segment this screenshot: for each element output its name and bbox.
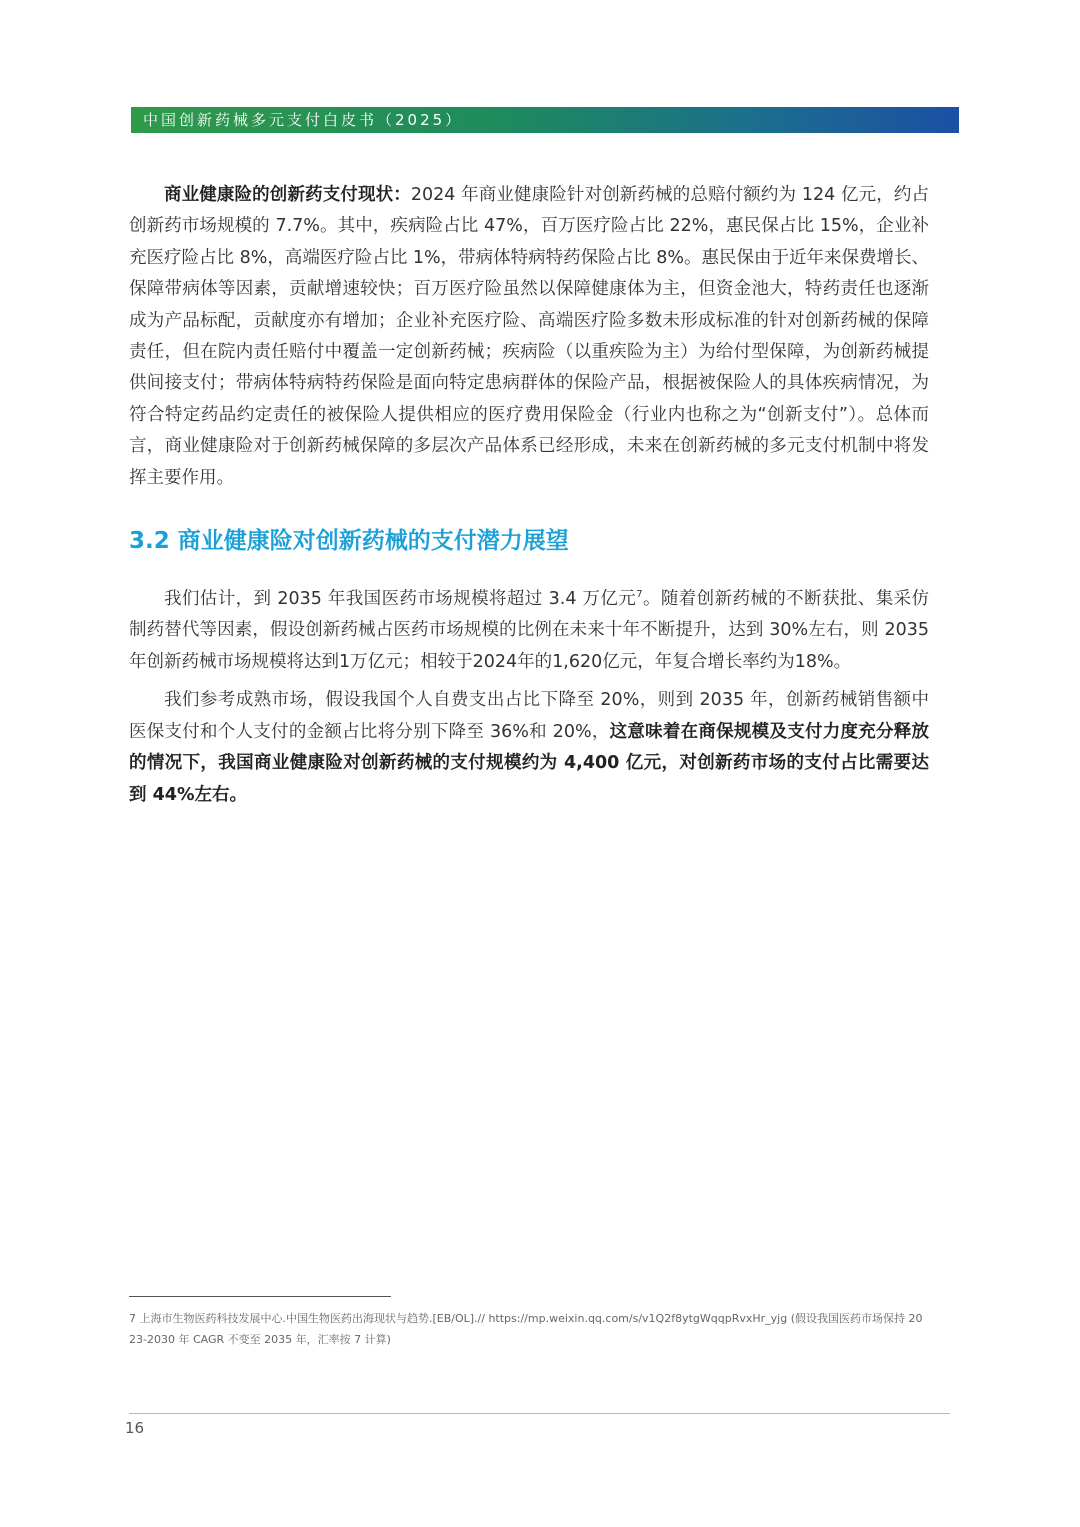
paragraph-market-estimate — [129, 584, 929, 678]
header-banner — [131, 107, 959, 133]
section-heading: 3.2 商业健康险对创新药械的支付潜力展望 — [129, 528, 569, 555]
paragraph-text: 。随着创新药械的不断获批、集采仿制药替代等因素，假设创新药械占医药市场规模的比例在未来十年不断提升，达到 30%左右，则 2035年创新药械市场规模将达到1万亿元；相较于2024年的1,620亿元，年复合增长率约为18%。 — [129, 589, 930, 672]
page-number: 16 — [125, 1419, 145, 1437]
footnote-divider — [129, 1296, 391, 1297]
main-content — [129, 180, 929, 811]
paragraph-lead: 商业健康险的创新药支付现状： — [164, 185, 411, 205]
footer-divider — [129, 1413, 950, 1414]
document-title: 中国创新药械多元支付白皮书（2025） — [143, 111, 464, 129]
footnote-reference: 7 — [636, 589, 643, 601]
paragraph-body: 2024 年商业健康险针对创新药械的总赔付额约为 124 亿元，约占创新药市场规模的 7.7%。其中，疾病险占比 47%，百万医疗险占比 22%，惠民保占比 15%，企业补充医疗险占比 8%，高端医疗险占比 1%，带病体特病特药保险占比 8%。惠民保由于近年来保费增长、保障带病体等因素，贡献增速较快；百万医疗险虽然以保障健康体为主，但资金池大，特药责任也逐渐成为产品标配，贡献度亦有增加；企业补充医疗险、高端医疗险多数未形成标准的针对创新药械的保障责任，但在院内责任赔付中覆盖一定创新药械；疾病险（以重疾险为主）为给付型保障，为创新药械提供间接支付；带病体特病特药保险是面向特定患病群体的保险产品，根据被保险人的具体疾病情况，为符合特定药品约定责任的被保险人提供相应的医疗费用保险金（行业内也称之为“创新支付”）。总体而言，商业健康险对于创新药械保障的多层次产品体系已经形成，未来在创新药械的多元支付机制中将发挥主要作用。 — [129, 185, 930, 488]
paragraph-text: 我们估计，到 2035 年我国医药市场规模将超过 3.4 万亿元 — [164, 589, 637, 610]
paragraph-current-status — [129, 180, 929, 494]
paragraph-highlight: 这意味着在商保规模及支付力度充分释放的情况下，我国商业健康险对创新药械的支付规模约为 4,400 亿元，对创新药市场的支付占比需要达到 44%左右。 — [129, 721, 930, 805]
paragraph-payment-potential — [129, 685, 929, 811]
footnote: 7 上海市生物医药科技发展中心.中国生物医药出海现状与趋势.[EB/OL].// https://mp.weixin.qq.com/s/v1Q2f8ytgWqqpRvxHr_yjg (假设我国医药市场保持 2023-2030 年 CAGR 不变至 2035 年，汇率按 7 计算) — [129, 1312, 923, 1346]
paragraph-text: 我们参考成熟市场，假设我国个人自费支出占比下降至 20%，则到 2035 年，创新药械销售额中医保支付和个人支付的金额占比将分别下降至 36%和 20%， — [129, 690, 929, 742]
